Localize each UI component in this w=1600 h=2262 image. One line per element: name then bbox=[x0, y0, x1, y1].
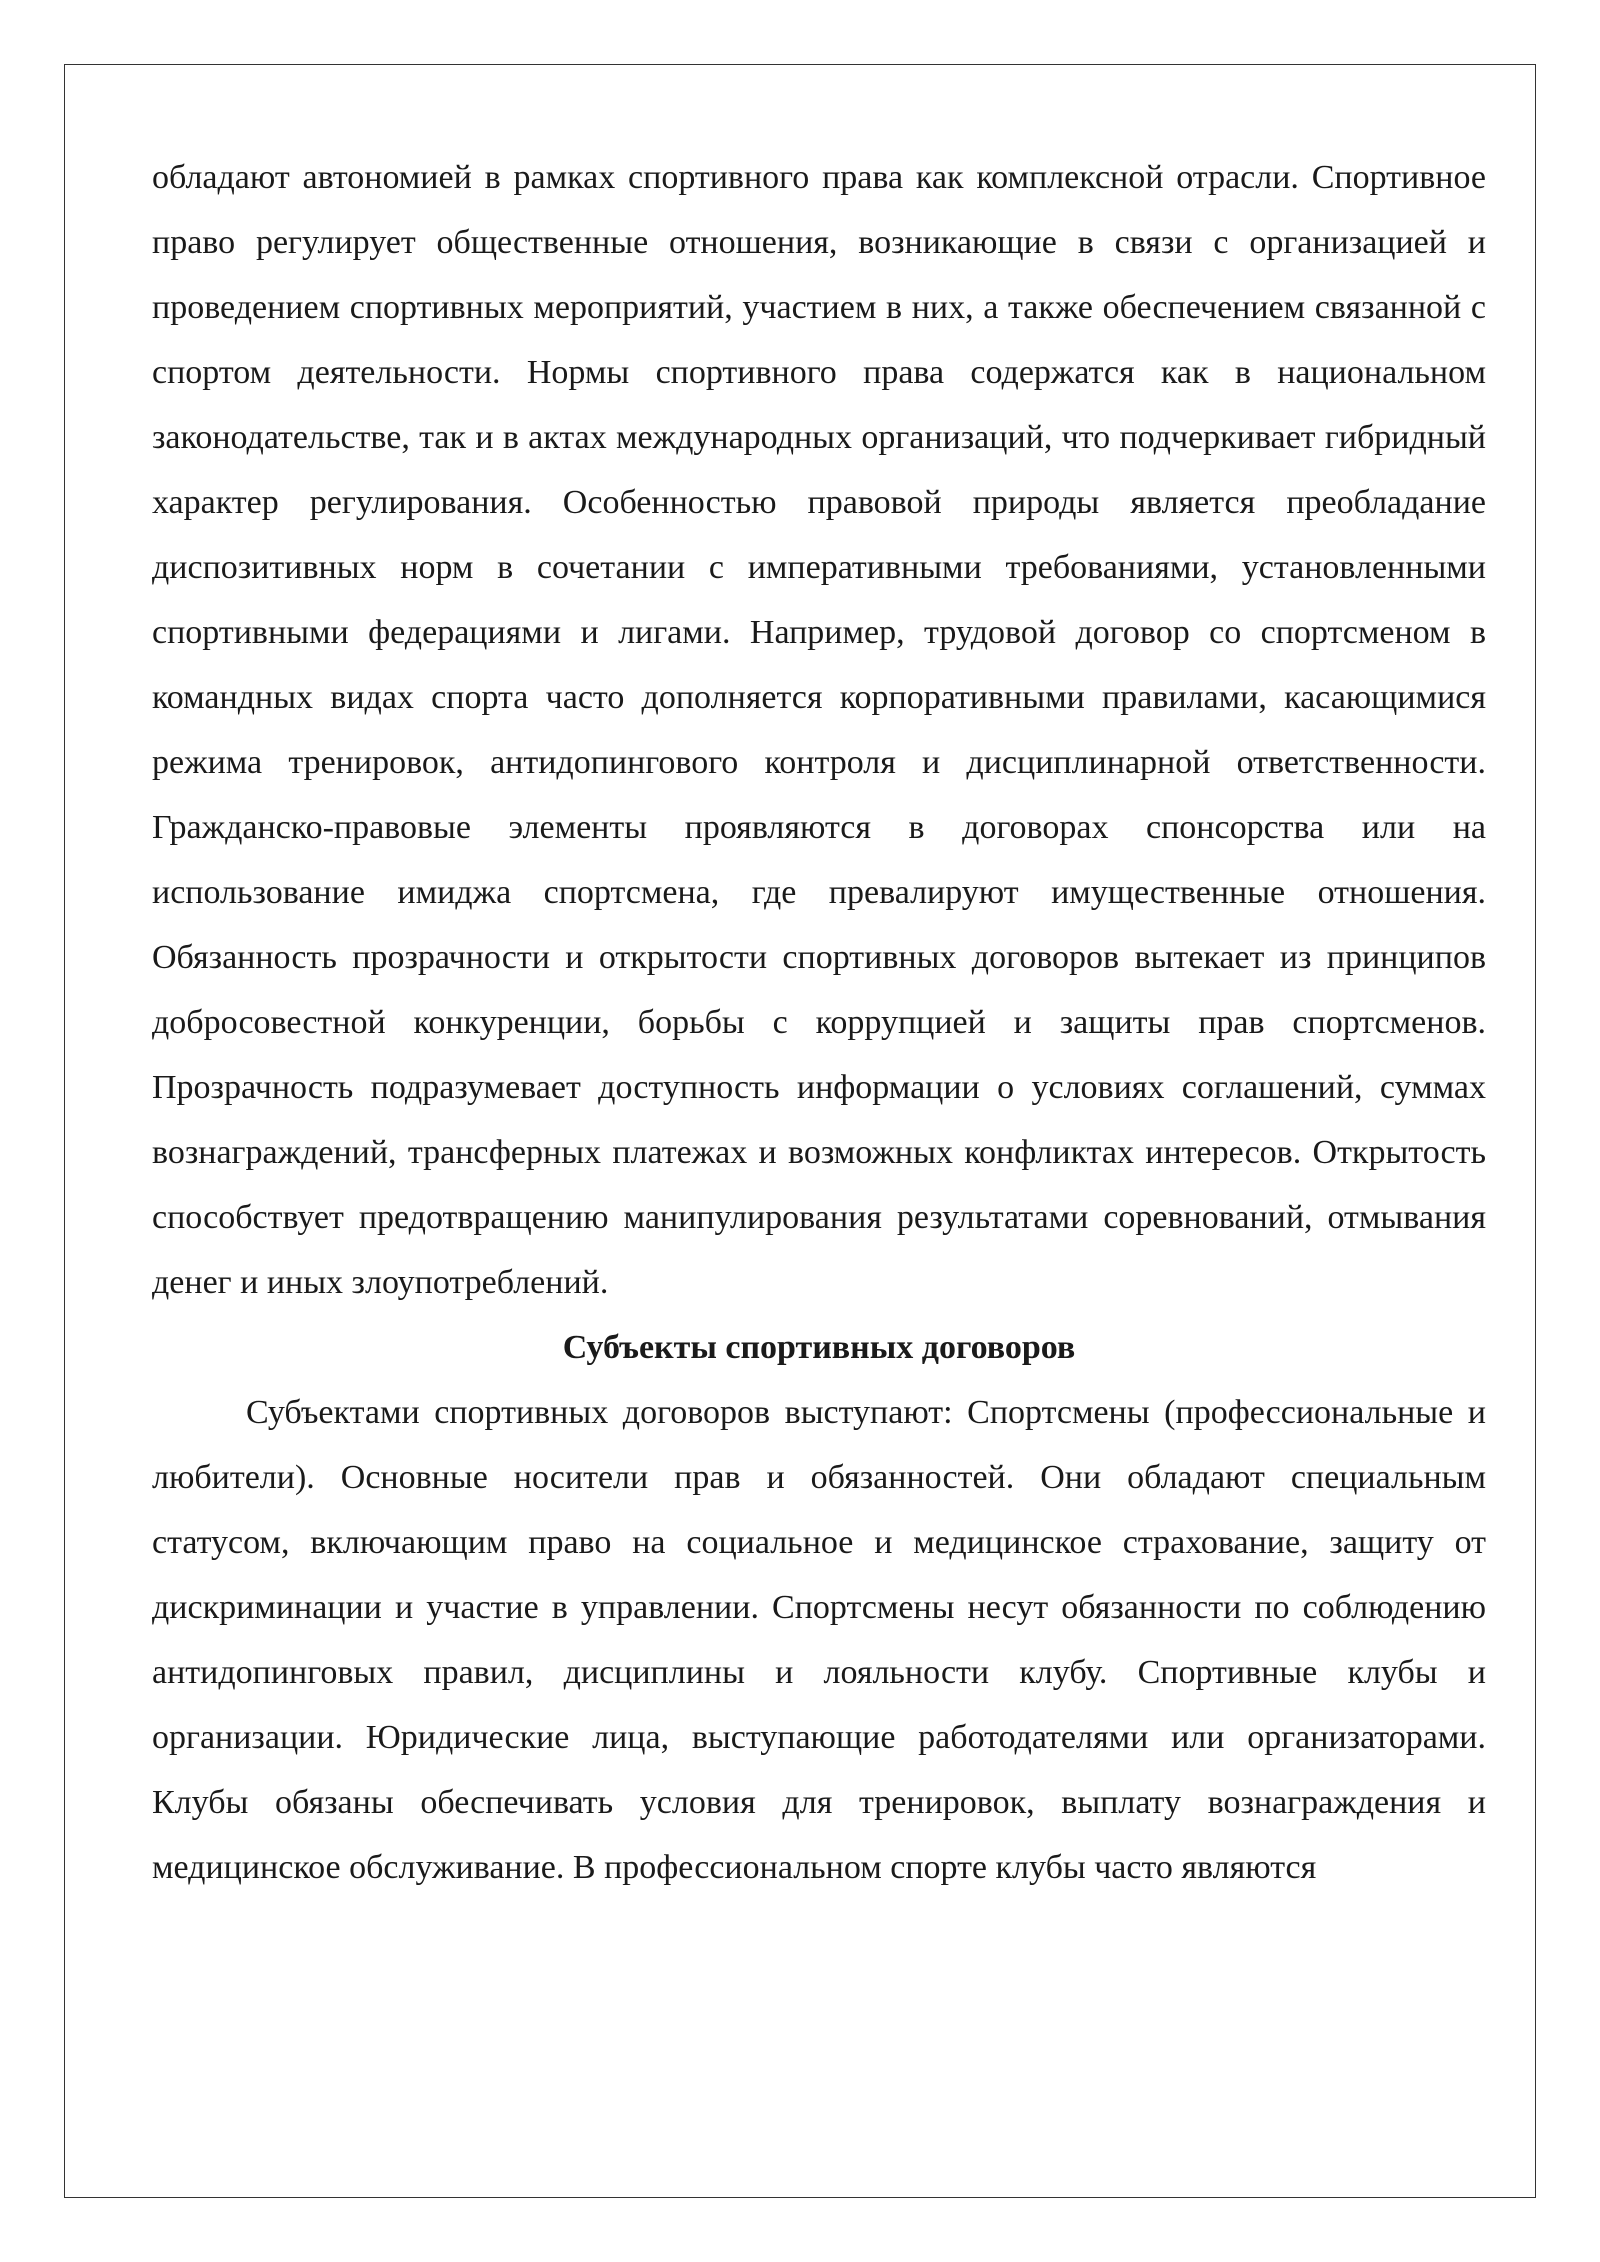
paragraph-subjects: Субъектами спортивных договоров выступают: Спортсмены (профессиональные и любители). Основные носители прав и обязанностей. Они обладают специальным статусом, включающим право на социальное и медицинское страхование, защиту от дискриминации и участие в управлении. Спортсмены несут обязанности по соблюдению антидопинговых правил, дисциплины и лояльности клубу. Спортивные клубы и организации. Юридические лица, выступающие работодателями или организаторами. Клубы обязаны обеспечивать условия для тренировок, выплату вознаграждения и медицинское обслуживание. В профессиональном спорте клубы часто являются bbox=[152, 1394, 1486, 1886]
document-body bbox=[152, 145, 1486, 1900]
section-heading: Субъекты спортивных договоров bbox=[562, 1329, 1076, 1366]
paragraph-continuation: обладают автономией в рамках спортивного права как комплексной отрасли. Спортивное право регулирует общественные отношения, возникающие в связи с организацией и проведением спортивных мероприятий, участием в них, а также обеспечением связанной с спортом деятельности. Нормы спортивного права содержатся как в национальном законодательстве, так и в актах международных организаций, что подчеркивает гибридный характер регулирования. Особенностью правовой природы является преобладание диспозитивных норм в сочетании с императивными требованиями, установленными спортивными федерациями и лигами. Например, трудовой договор со спортсменом в командных видах спорта часто дополняется корпоративными правилами, касающимися режима тренировок, антидопингового контроля и дисциплинарной ответственности. Гражданско-правовые элементы проявляются в договорах спонсорства или на использование имиджа спортсмена, где превалируют имущественные отношения. Обязанность прозрачности и открытости спортивных договоров вытекает из принципов добросовестной конкуренции, борьбы с коррупцией и защиты прав спортсменов. Прозрачность подразумевает доступность информации о условиях соглашений, суммах вознаграждений, трансферных платежах и возможных конфликтах интересов. Открытость способствует предотвращению манипулирования результатами соревнований, отмывания денег и иных злоупотреблений. bbox=[152, 159, 1486, 1301]
